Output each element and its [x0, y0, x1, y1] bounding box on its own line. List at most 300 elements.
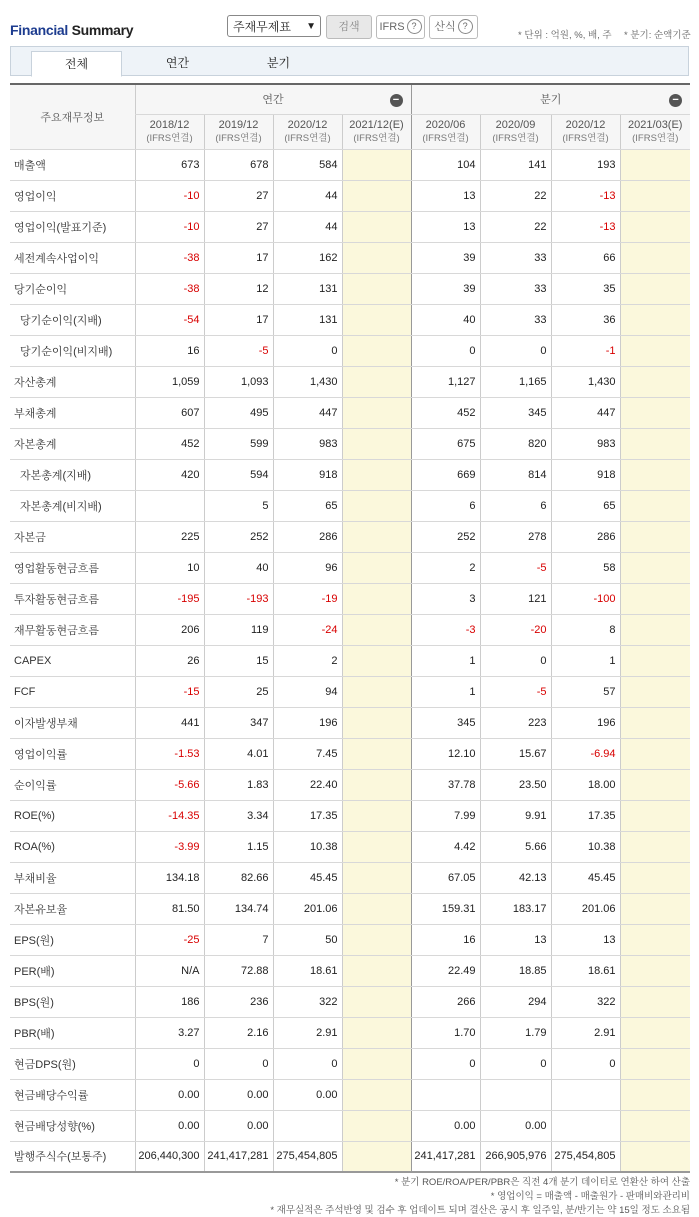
table-row [10, 397, 690, 428]
table-cell [342, 924, 411, 955]
table-cell: 441 [135, 707, 204, 738]
table-cell [342, 862, 411, 893]
table-cell: N/A [135, 955, 204, 986]
table-row [10, 862, 690, 893]
table-row [10, 428, 690, 459]
table-cell: 15 [204, 645, 273, 676]
table-cell [620, 800, 690, 831]
table-cell: 119 [204, 614, 273, 645]
table-cell: 8 [551, 614, 620, 645]
table-cell: 57 [551, 676, 620, 707]
table-cell: -5 [204, 335, 273, 366]
table-cell [620, 459, 690, 490]
table-cell [620, 707, 690, 738]
top-bar [0, 0, 699, 44]
table-cell [620, 304, 690, 335]
row-label: 세전계속사업이익 [10, 242, 135, 273]
table-cell: 131 [273, 273, 342, 304]
row-label: 매출액 [10, 149, 135, 180]
table-cell: 17 [204, 242, 273, 273]
period-tabs [10, 46, 689, 76]
tab-all[interactable]: 전체 [31, 51, 122, 77]
row-label: 현금배당수익률 [10, 1079, 135, 1110]
table-row [10, 893, 690, 924]
footnote: * 영업이익 = 매출액 - 매출원가 - 판매비와관리비 [490, 1191, 690, 1202]
ifrs-note: (IFRS연결) [632, 132, 679, 144]
table-cell: 2.16 [204, 1017, 273, 1048]
table-cell: 42.13 [480, 862, 551, 893]
table-cell: -3.99 [135, 831, 204, 862]
table-cell: -193 [204, 583, 273, 614]
table-cell: 12.10 [411, 738, 480, 769]
row-label: EPS(원) [10, 924, 135, 955]
ifrs-note: (IFRS연결) [492, 132, 539, 144]
table-cell: 1,059 [135, 366, 204, 397]
table-cell [620, 552, 690, 583]
table-cell: 5 [204, 490, 273, 521]
table-cell: 1,430 [273, 366, 342, 397]
table-cell [620, 1048, 690, 1079]
table-cell [342, 273, 411, 304]
table-cell: 1,165 [480, 366, 551, 397]
table-cell: 183.17 [480, 893, 551, 924]
table-cell: 45.45 [551, 862, 620, 893]
table-cell: 27 [204, 211, 273, 242]
table-cell: 6 [480, 490, 551, 521]
table-row [10, 180, 690, 211]
table-cell: 241,417,281 [411, 1141, 480, 1172]
table-cell: 495 [204, 397, 273, 428]
table-cell: 266,905,976 [480, 1141, 551, 1172]
tab-annual[interactable]: 연간 [165, 56, 190, 70]
table-cell: 6 [411, 490, 480, 521]
table-cell [342, 149, 411, 180]
table-cell: -5.66 [135, 769, 204, 800]
table-cell: 4.42 [411, 831, 480, 862]
table-row [10, 738, 690, 769]
formula-button[interactable]: 산식 ? [429, 15, 478, 39]
table-cell: 2 [273, 645, 342, 676]
table-cell [273, 1110, 342, 1141]
table-cell: 58 [551, 552, 620, 583]
table-cell: 141 [480, 149, 551, 180]
table-cell: 0 [273, 335, 342, 366]
table-cell: 196 [551, 707, 620, 738]
table-cell: 40 [204, 552, 273, 583]
table-row [10, 645, 690, 676]
table-cell: 294 [480, 986, 551, 1017]
collapse-icon[interactable]: − [669, 94, 682, 107]
table-cell: -6.94 [551, 738, 620, 769]
table-cell: 2.91 [273, 1017, 342, 1048]
table-cell [342, 707, 411, 738]
table-cell [480, 1079, 551, 1110]
table-row [10, 1141, 690, 1172]
table-cell: 13 [480, 924, 551, 955]
table-cell: 0 [480, 335, 551, 366]
table-cell: 236 [204, 986, 273, 1017]
table-cell [620, 397, 690, 428]
help-icon: ? [407, 19, 422, 34]
table-cell [342, 490, 411, 521]
table-cell [342, 1079, 411, 1110]
row-label: ROE(%) [10, 800, 135, 831]
table-cell: -14.35 [135, 800, 204, 831]
table-cell: -38 [135, 273, 204, 304]
table-cell: 27 [204, 180, 273, 211]
row-label: 현금배당성향(%) [10, 1110, 135, 1141]
table-cell: 162 [273, 242, 342, 273]
table-cell: 0.00 [135, 1079, 204, 1110]
statement-select[interactable] [227, 15, 321, 37]
row-label: PER(배) [10, 955, 135, 986]
table-cell [620, 180, 690, 211]
table-cell [342, 1110, 411, 1141]
table-cell: 607 [135, 397, 204, 428]
table-cell: 2 [411, 552, 480, 583]
table-cell: 12 [204, 273, 273, 304]
table-row [10, 211, 690, 242]
table-cell: 13 [411, 180, 480, 211]
table-cell: 94 [273, 676, 342, 707]
table-cell: 675 [411, 428, 480, 459]
table-cell: 201.06 [551, 893, 620, 924]
table-cell [551, 1110, 620, 1141]
period-header [620, 114, 690, 149]
table-cell [342, 986, 411, 1017]
table-cell: 50 [273, 924, 342, 955]
row-label: 부채비율 [10, 862, 135, 893]
table-cell [620, 428, 690, 459]
table-row [10, 1017, 690, 1048]
period-label: 2019/12 [218, 118, 259, 131]
table-cell [342, 242, 411, 273]
table-cell [342, 459, 411, 490]
table-cell [620, 955, 690, 986]
table-cell: 18.00 [551, 769, 620, 800]
financial-summary-table [10, 83, 690, 1173]
table-cell [342, 1017, 411, 1048]
table-cell: 1 [551, 645, 620, 676]
table-cell: 196 [273, 707, 342, 738]
table-cell: 10 [135, 552, 204, 583]
table-cell: -5 [480, 676, 551, 707]
table-cell: 13 [411, 211, 480, 242]
table-cell: 420 [135, 459, 204, 490]
table-cell: 1.79 [480, 1017, 551, 1048]
table-cell [342, 521, 411, 552]
table-cell [342, 583, 411, 614]
table-row [10, 242, 690, 273]
table-cell: 1.83 [204, 769, 273, 800]
ifrs-note: (IFRS연결) [146, 132, 193, 144]
table-row [10, 490, 690, 521]
table-cell: -1 [551, 335, 620, 366]
row-label: 영업이익 [10, 180, 135, 211]
table-cell: 225 [135, 521, 204, 552]
table-cell: 81.50 [135, 893, 204, 924]
table-cell [620, 242, 690, 273]
table-cell: 1.15 [204, 831, 273, 862]
table-cell [620, 521, 690, 552]
table-cell: -10 [135, 211, 204, 242]
table-cell [342, 800, 411, 831]
statement-select-value: 주재무제표 [233, 20, 291, 34]
table-cell: 36 [551, 304, 620, 335]
table-cell: 66 [551, 242, 620, 273]
table-cell [620, 490, 690, 521]
footnote: * 분기 ROE/ROA/PER/PBR은 직전 4개 분기 데이터로 연환산 하여 산출 [394, 1177, 690, 1188]
table-cell [342, 1141, 411, 1172]
table-cell [342, 614, 411, 645]
row-label: 당기순이익(비지배) [10, 335, 135, 366]
table-cell: 15.67 [480, 738, 551, 769]
table-cell: 918 [551, 459, 620, 490]
table-cell [620, 831, 690, 862]
table-cell: 7 [204, 924, 273, 955]
table-cell [342, 397, 411, 428]
table-cell: 918 [273, 459, 342, 490]
table-cell: 10.38 [273, 831, 342, 862]
table-cell: -1.53 [135, 738, 204, 769]
period-label: 2020/06 [425, 118, 466, 131]
row-label: 자본금 [10, 521, 135, 552]
table-cell: -38 [135, 242, 204, 273]
table-cell: 9.91 [480, 800, 551, 831]
table-cell: 65 [273, 490, 342, 521]
row-label: 현금DPS(원) [10, 1048, 135, 1079]
table-row [10, 304, 690, 335]
table-cell [342, 211, 411, 242]
table-cell [342, 831, 411, 862]
ifrs-note: (IFRS연결) [562, 132, 609, 144]
table-cell: 104 [411, 149, 480, 180]
table-cell: 673 [135, 149, 204, 180]
row-label: 발행주식수(보통주) [10, 1141, 135, 1172]
table-cell: 10.38 [551, 831, 620, 862]
table-cell: 33 [480, 273, 551, 304]
ifrs-button[interactable]: IFRS ? [376, 15, 425, 39]
table-cell: 65 [551, 490, 620, 521]
table-cell: -25 [135, 924, 204, 955]
table-cell: 678 [204, 149, 273, 180]
table-cell [620, 583, 690, 614]
table-cell: 3 [411, 583, 480, 614]
table-cell: -15 [135, 676, 204, 707]
row-label: 재무활동현금흐름 [10, 614, 135, 645]
table-cell: 13 [551, 924, 620, 955]
table-cell [551, 1079, 620, 1110]
table-cell: 278 [480, 521, 551, 552]
table-cell: 18.85 [480, 955, 551, 986]
table-cell: 40 [411, 304, 480, 335]
table-cell [620, 924, 690, 955]
table-cell: -24 [273, 614, 342, 645]
ifrs-note: (IFRS연결) [422, 132, 469, 144]
table-row [10, 831, 690, 862]
table-cell: 1,127 [411, 366, 480, 397]
table-row [10, 1048, 690, 1079]
row-label: CAPEX [10, 645, 135, 676]
table-cell [620, 893, 690, 924]
table-cell: 96 [273, 552, 342, 583]
row-label: 자본유보율 [10, 893, 135, 924]
row-label: 영업이익(발표기준) [10, 211, 135, 242]
table-cell: 0.00 [273, 1079, 342, 1110]
table-cell: 820 [480, 428, 551, 459]
table-row [10, 707, 690, 738]
table-row [10, 366, 690, 397]
table-cell [411, 1079, 480, 1110]
table-cell: 44 [273, 211, 342, 242]
table-cell: -100 [551, 583, 620, 614]
row-label: 당기순이익 [10, 273, 135, 304]
table-cell: 1,430 [551, 366, 620, 397]
table-cell [342, 428, 411, 459]
table-cell: 37.78 [411, 769, 480, 800]
table-cell [342, 769, 411, 800]
ifrs-note: (IFRS연결) [215, 132, 262, 144]
table-cell: 1.70 [411, 1017, 480, 1048]
table-cell: 7.99 [411, 800, 480, 831]
table-cell: 5.66 [480, 831, 551, 862]
table-cell: 17.35 [551, 800, 620, 831]
table-cell: 82.66 [204, 862, 273, 893]
table-cell [620, 1079, 690, 1110]
table-cell: 0.00 [135, 1110, 204, 1141]
table-cell: 983 [273, 428, 342, 459]
table-cell: 814 [480, 459, 551, 490]
table-cell [342, 645, 411, 676]
table-cell: -10 [135, 180, 204, 211]
period-label: 2020/12 [565, 118, 606, 131]
table-cell: 131 [273, 304, 342, 335]
table-cell: 345 [480, 397, 551, 428]
table-row [10, 273, 690, 304]
table-cell [620, 614, 690, 645]
table-cell: 0.00 [204, 1079, 273, 1110]
table-cell: 347 [204, 707, 273, 738]
row-label: 영업이익률 [10, 738, 135, 769]
row-label: 자본총계 [10, 428, 135, 459]
table-cell [620, 986, 690, 1017]
table-cell: 0 [411, 335, 480, 366]
period-header [273, 114, 342, 149]
table-cell: 2.91 [551, 1017, 620, 1048]
table-cell: 599 [204, 428, 273, 459]
table-cell: -195 [135, 583, 204, 614]
table-cell: 3.27 [135, 1017, 204, 1048]
table-cell [620, 1141, 690, 1172]
footnote: * 재무실적은 주석반영 및 검수 후 업데이트 되며 결산은 공시 후 일주일, 분/반기는 약 15일 정도 소요됨 [270, 1205, 690, 1216]
row-label: 순이익률 [10, 769, 135, 800]
table-cell: 0 [480, 1048, 551, 1079]
table-cell: 345 [411, 707, 480, 738]
period-header [411, 114, 480, 149]
period-header [342, 114, 411, 149]
table-cell: 206 [135, 614, 204, 645]
period-label: 2021/12(E) [349, 118, 404, 131]
table-cell: 22 [480, 180, 551, 211]
table-cell: 206,440,300 [135, 1141, 204, 1172]
table-cell [135, 490, 204, 521]
table-cell: 18.61 [273, 955, 342, 986]
table-cell: 0 [411, 1048, 480, 1079]
table-cell [342, 180, 411, 211]
row-label: BPS(원) [10, 986, 135, 1017]
table-row [10, 583, 690, 614]
table-cell [342, 366, 411, 397]
table-cell: 121 [480, 583, 551, 614]
table-cell: 322 [551, 986, 620, 1017]
period-label: 2020/09 [495, 118, 536, 131]
unit-note: * 단위 : 억원, %, 배, 주 [518, 30, 612, 41]
table-cell [620, 862, 690, 893]
table-cell [620, 335, 690, 366]
table-cell: -54 [135, 304, 204, 335]
table-row [10, 614, 690, 645]
collapse-icon[interactable]: − [390, 94, 403, 107]
table-cell: 452 [411, 397, 480, 428]
search-button[interactable]: 검색 [326, 15, 372, 39]
period-label: 2018/12 [149, 118, 190, 131]
row-label: 영업활동현금흐름 [10, 552, 135, 583]
period-label: 2020/12 [287, 118, 328, 131]
period-header [204, 114, 273, 149]
table-cell: 669 [411, 459, 480, 490]
table-cell: -20 [480, 614, 551, 645]
table-row [10, 149, 690, 180]
table-cell: 1 [411, 645, 480, 676]
table-row [10, 924, 690, 955]
table-cell: 452 [135, 428, 204, 459]
row-label: PBR(배) [10, 1017, 135, 1048]
table-cell: 193 [551, 149, 620, 180]
table-cell: 23.50 [480, 769, 551, 800]
tab-quarter[interactable]: 분기 [266, 56, 291, 70]
table-cell: 223 [480, 707, 551, 738]
table-cell: 275,454,805 [273, 1141, 342, 1172]
table-cell: 72.88 [204, 955, 273, 986]
table-cell: 45.45 [273, 862, 342, 893]
chevron-down-icon: ▼ [306, 21, 316, 32]
table-cell: 16 [135, 335, 204, 366]
table-row [10, 676, 690, 707]
table-cell: 186 [135, 986, 204, 1017]
table-cell [620, 676, 690, 707]
table-cell [342, 335, 411, 366]
table-cell: 4.01 [204, 738, 273, 769]
table-cell [620, 149, 690, 180]
quarter-note: * 분기: 순액기준 [624, 30, 691, 41]
table-cell: -3 [411, 614, 480, 645]
table-cell [342, 552, 411, 583]
period-header [135, 114, 204, 149]
table-cell: 159.31 [411, 893, 480, 924]
annual-group-header: 연간 − [135, 84, 411, 114]
table-cell: -5 [480, 552, 551, 583]
row-label: FCF [10, 676, 135, 707]
table-cell [342, 955, 411, 986]
table-cell: 983 [551, 428, 620, 459]
table-cell: 447 [551, 397, 620, 428]
table-cell: 594 [204, 459, 273, 490]
table-cell: 25 [204, 676, 273, 707]
ifrs-note: (IFRS연결) [353, 132, 400, 144]
table-cell: 7.45 [273, 738, 342, 769]
table-cell [342, 738, 411, 769]
table-cell: 3.34 [204, 800, 273, 831]
